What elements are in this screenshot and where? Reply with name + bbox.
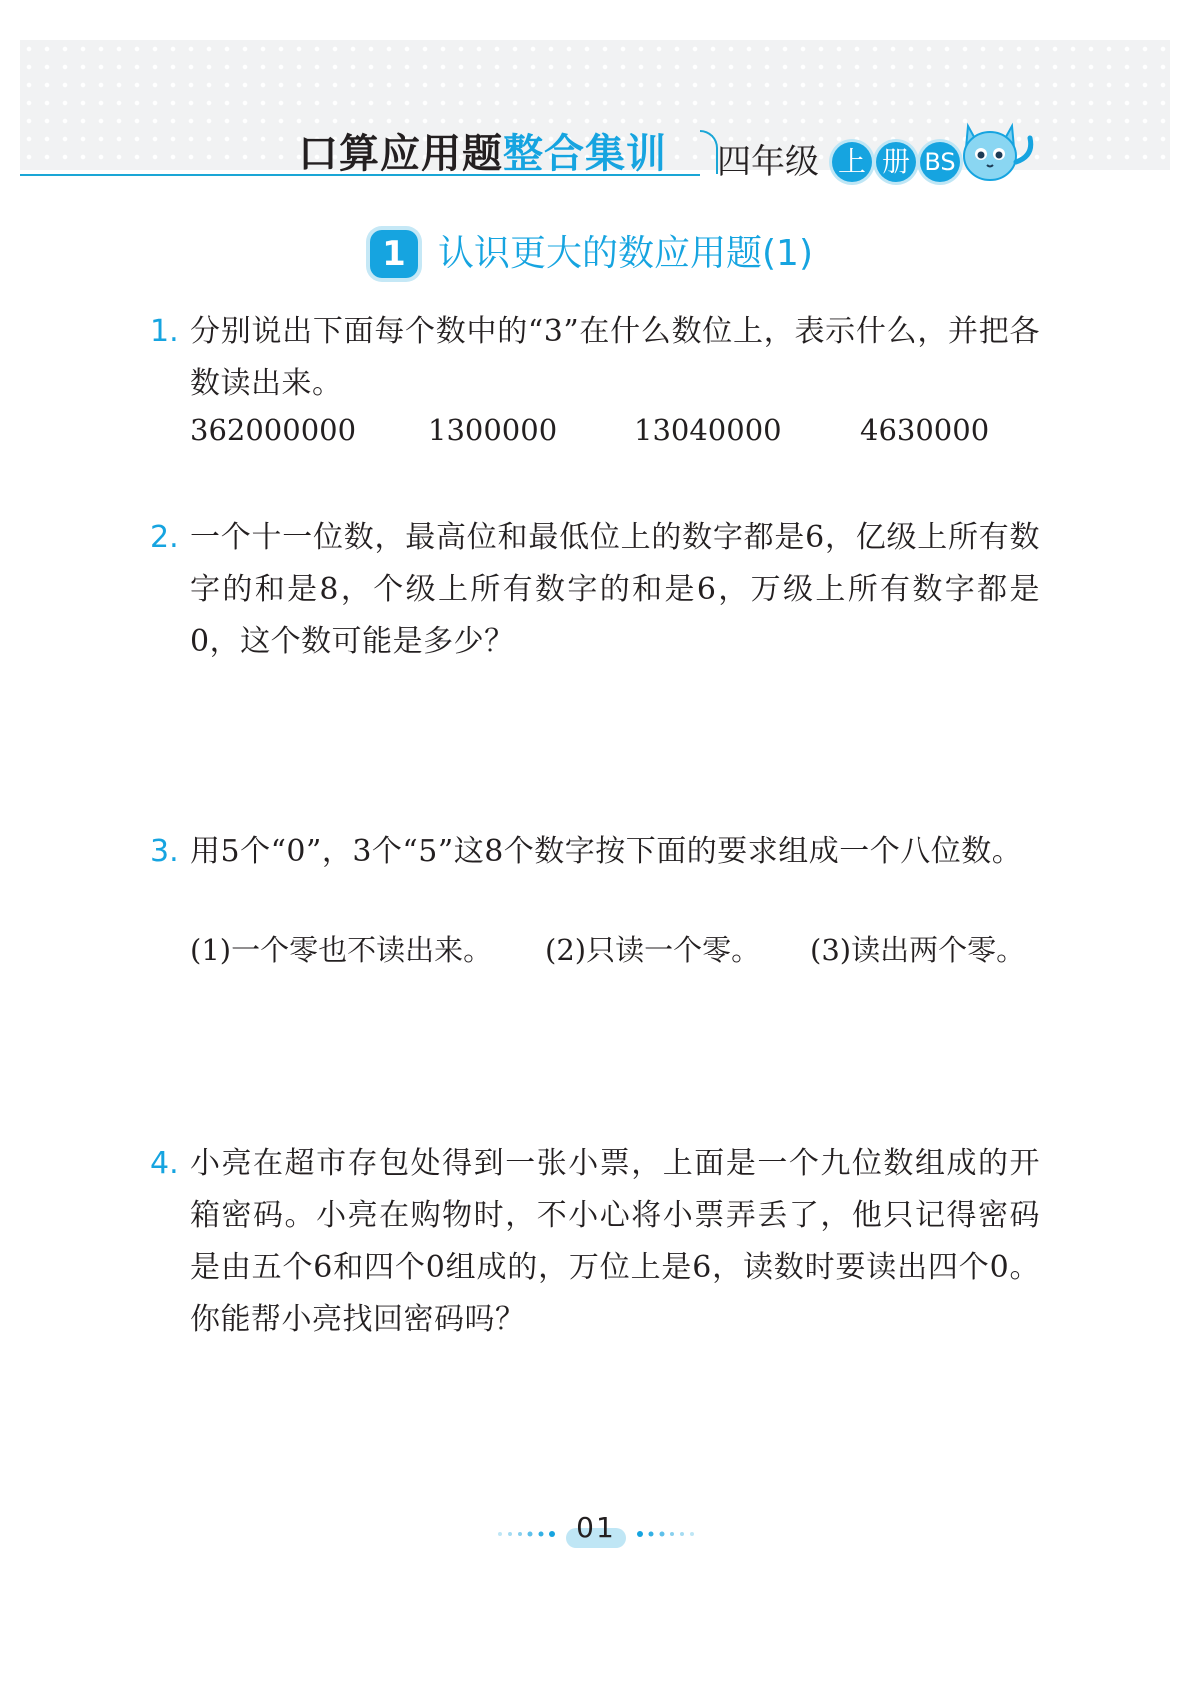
problem-number: 4.	[150, 1146, 179, 1181]
problem-3	[150, 826, 1040, 878]
volume-badge-1: 上	[832, 142, 872, 182]
grade-label: 四年级	[717, 142, 819, 182]
problem-text: 小亮在超市存包处得到一张小票，上面是一个九位数组成的开箱密码。小亮在购物时，不小心将小票弄丢了，他只记得密码是由五个6和四个0组成的，万位上是6，读数时要读出四个0。你能帮小亮找回密码吗？	[190, 1146, 1040, 1337]
problem-2	[150, 512, 1040, 668]
page-dots-icon	[632, 1530, 696, 1538]
volume-badge-2: 册	[876, 142, 916, 182]
problem-1	[150, 306, 1040, 410]
section-number: 1	[370, 230, 418, 278]
cat-mascot-icon	[960, 116, 1040, 186]
book-title-plain: 口算应用题	[298, 131, 503, 177]
section-heading	[370, 226, 813, 282]
number-item: 4630000	[860, 413, 990, 447]
sub-question: (1)一个零也不读出来。	[190, 933, 493, 967]
edition-badge: BS	[920, 142, 960, 182]
problem-text: 分别说出下面每个数中的“3”在什么数位上，表示什么，并把各数读出来。	[190, 314, 1040, 401]
sub-question: (2)只读一个零。	[545, 933, 761, 967]
problem-text: 用5个“0”，3个“5”这8个数字按下面的要求组成一个八位数。	[190, 834, 1023, 869]
page-number-text: 01	[576, 1511, 616, 1544]
number-item: 13040000	[634, 413, 782, 447]
problem-number: 3.	[150, 834, 179, 869]
sub-question: (3)读出两个零。	[810, 933, 1026, 967]
problem-4	[150, 1138, 1040, 1346]
problem-number: 2.	[150, 520, 179, 555]
problem-number: 1.	[150, 314, 179, 349]
section-title: 认识更大的数应用题(1)	[438, 233, 813, 274]
page-number	[496, 1510, 696, 1550]
book-title-accent: 整合集训	[503, 131, 667, 177]
number-item: 362000000	[190, 413, 357, 447]
book-title	[298, 126, 667, 182]
number-item: 1300000	[428, 413, 558, 447]
problem-text: 一个十一位数，最高位和最低位上的数字都是6，亿级上所有数字的和是8，个级上所有数字的和是6，万级上所有数字都是0，这个数可能是多少？	[190, 520, 1040, 659]
